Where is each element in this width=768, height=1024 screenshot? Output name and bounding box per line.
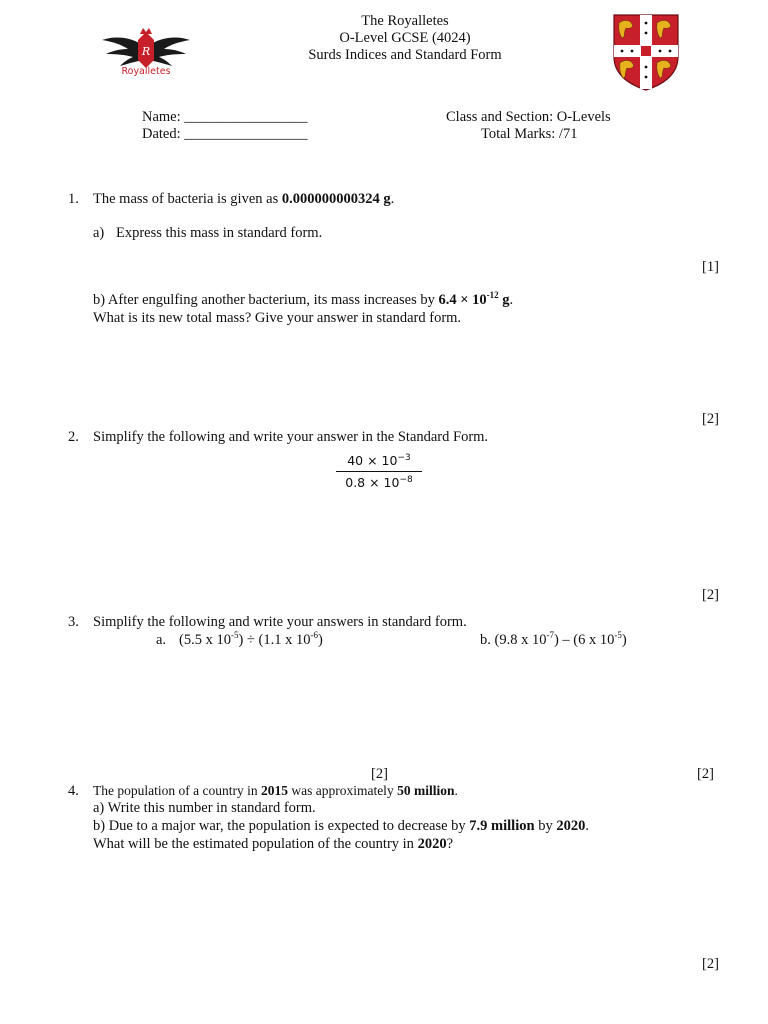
q3-number: 3.: [68, 614, 79, 630]
q4-intro: The population of a country in 2015 was approximately 50 million.: [93, 783, 458, 798]
q3a-label: a.: [156, 632, 167, 648]
q1a-label: a): [93, 225, 105, 241]
q1-number: 1.: [68, 191, 79, 207]
q2-fraction: [336, 453, 422, 490]
q2-number: 2.: [68, 429, 79, 445]
q3a-mark: [2]: [371, 766, 388, 782]
logo-text: Royalletes: [121, 66, 171, 77]
q1b-text: b) After engulfing another bacterium, its mass increases by $6.4 \times 10^{-12}$ g.: [93, 290, 514, 308]
crest-shield-icon: [612, 13, 680, 91]
q4b-text: b) Due to a major war, the population is expected to decrease by 7.9 million by 2020.: [93, 818, 589, 834]
q2-denominator: $0.8 \times 10^{-8}$: [345, 474, 413, 490]
q1-mass-value: 0.000000000324 g: [281, 191, 391, 207]
q4-mark: [2]: [702, 956, 719, 972]
q1b-question: What is its new total mass? Give your answer in standard form.: [93, 310, 462, 326]
course-title: O-Level GCSE (4024): [339, 30, 471, 46]
q2-text: Simplify the following and write your answer in the Standard Form.: [93, 429, 489, 445]
university-crest: [612, 13, 680, 91]
q2-mark: [2]: [702, 587, 719, 603]
q1b-increase-value: $6.4 \times 10^{-12}$ g: [438, 290, 510, 308]
class-section-label: Class and Section: O-Levels: [446, 109, 611, 125]
q1a-mark: [1]: [702, 259, 719, 275]
q4a-text: a) Write this number in standard form.: [93, 800, 316, 816]
q1-text: The mass of bacteria is given as 0.000000000324 g.: [93, 191, 395, 207]
q4c-text: What will be the estimated population of the country in 2020?: [93, 836, 453, 852]
q2-numerator: $40 \times 10^{-3}$: [347, 452, 411, 468]
svg-text:R: R: [141, 45, 151, 58]
q1a-text: Express this mass in standard form.: [116, 225, 323, 241]
q3a-expression: (5.5 x $10^{-5}) \div (1.1$ x $10^{-6}$): [179, 630, 323, 648]
total-marks-label: Total Marks: /71: [481, 126, 578, 142]
topic-title: Surds Indices and Standard Form: [308, 47, 502, 63]
q4-number: 4.: [68, 783, 79, 799]
school-title: The Royalletes: [361, 13, 449, 29]
name-field-label: Name: _________________: [142, 109, 308, 125]
dated-field-label: Dated: _________________: [142, 126, 308, 142]
q1b-mark: [2]: [702, 411, 719, 427]
q3-text: Simplify the following and write your answers in standard form.: [93, 614, 467, 630]
fraction-bar: [336, 471, 422, 472]
q3b-expression: b. (9.8 x $10^{-7}) - (6$ x $10^{-5}$): [480, 630, 627, 648]
royalletes-logo: [100, 18, 192, 84]
q3b-mark: [2]: [697, 766, 714, 782]
